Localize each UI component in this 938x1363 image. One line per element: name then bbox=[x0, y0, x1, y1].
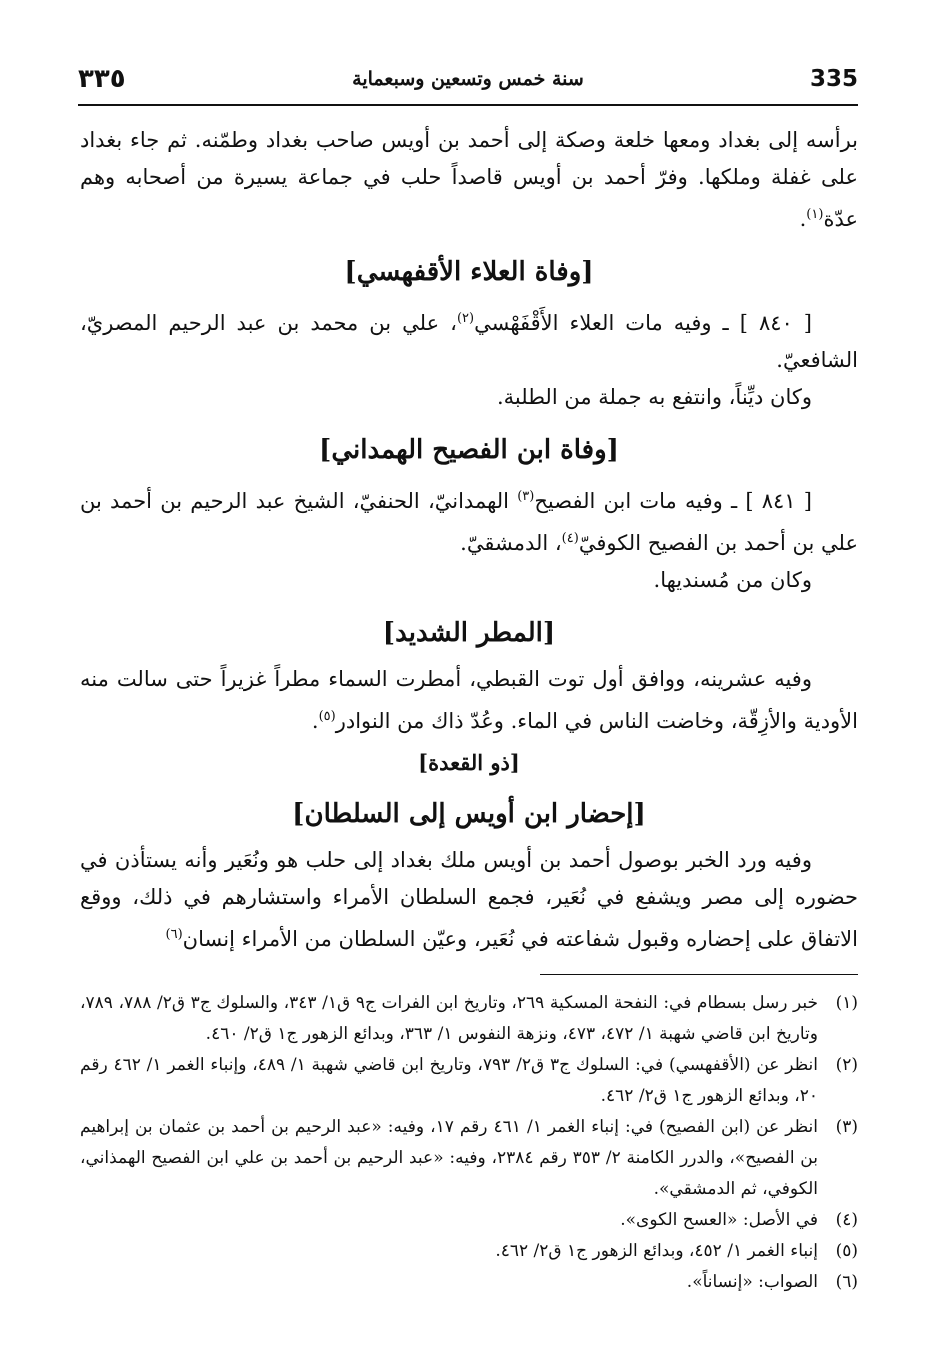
footnote-ref-1: (١) bbox=[806, 207, 824, 222]
footnotes bbox=[80, 988, 858, 1298]
month-heading: [ذو القعدة] bbox=[418, 750, 520, 775]
section-heading-alaa-death: [وفاة العلاء الأقفهسي] bbox=[344, 257, 594, 287]
footnote-separator bbox=[540, 974, 858, 975]
footnote-6: (٦) الصواب: «إنساناً». bbox=[686, 1272, 858, 1292]
footnote-ref-6: (٦) bbox=[165, 927, 183, 942]
entry-840: [ ٨٤٠ ] ـ وفيه مات العلاء الأَقْفَهْسي$^{(٢)}$، علي بن محمد بن عبد الرحيم المصريّ، الشافعيّ. bbox=[80, 311, 858, 372]
paragraph-ibn-uways: وفيه ورد الخبر بوصول أحمد بن أويس ملك بغداد إلى حلب هو ونُعَير وأنه يستأذن في حضوره إلى مصر ويشفع في نُعَير، فجمع السلطان الأمراء واستشارهم في ذلك، ووقع الاتفاق على إحضاره وقبول شفاعته في نُعَير، وعيّن السلطان من الأمراء إنسان$^{(٦)}$ bbox=[80, 848, 858, 951]
section-heading-ibn-uways: [إحضار ابن أويس إلى السلطان] bbox=[292, 799, 646, 829]
paragraph-fasih-note: وكان من مُسنديها. bbox=[653, 568, 812, 592]
footnote-ref-3: (٣) bbox=[517, 489, 535, 504]
entry-841: [ ٨٤١ ] ـ وفيه مات ابن الفصيح$^{(٣)}$ الهمدانيّ، الحنفيّ، الشيخ عبد الرحيم بن أحمد بن علي بن أحمد بن الفصيح الكوفيّ$^{(٤)}$، الدمشقيّ. bbox=[80, 489, 858, 555]
page-number-arabic: ٣٣٥ bbox=[78, 64, 126, 94]
footnote-5: (٥) إنباء الغمر ١/ ٤٥٢، وبدائع الزهور ج١ ق٢/ ٤٦٢. bbox=[495, 1241, 858, 1261]
running-title: سنة خمس وتسعين وسبعماية bbox=[352, 68, 584, 90]
paragraph-rain: وفيه عشرينه، ووافق أول توت القبطي، أمطرت السماء مطراً غزيراً حتى سالت منه الأودية والأزِقّة، وخاضت الناس في الماء. وعُدّ ذاك من النوادر$^{(٥)}$. bbox=[80, 667, 858, 733]
footnote-4: (٤) في الأصل: «العسح الكوى». bbox=[620, 1210, 858, 1230]
section-heading-heavy-rain: [المطر الشديد] bbox=[382, 618, 556, 648]
footnote-3: (٣) انظر عن (ابن الفصيح) في: إنباء الغمر ١/ ٤٦١ رقم ١٧، وفيه: «عبد الرحيم بن أحمد بن عثمان بن إبراهيم بن الفصيح»، والدرر الكامنة ٢/ ٣٥٣ رقم ٢٣٨٤، وفيه: «عبد الرحيم بن أحمد بن علي ابن الفصيح الهمذاني، الكوفي، ثم الدمشقي». bbox=[80, 1117, 858, 1199]
footnote-ref-4: (٤) bbox=[561, 531, 579, 546]
page-number-latin: 335 bbox=[809, 66, 858, 92]
paragraph-alaa-note: وكان ديِّناً، وانتفع به جملة من الطلبة. bbox=[496, 385, 812, 409]
page-header bbox=[78, 62, 858, 102]
section-heading-fasih-death: [وفاة ابن الفصيح الهمداني] bbox=[319, 435, 619, 465]
main-text bbox=[80, 122, 858, 958]
paragraph-1: برأسه إلى بغداد ومعها خلعة وصكة إلى أحمد بن أويس صاحب بغداد وطمّنه. ثم جاء بغداد على غفلة وملكها. وفرّ أحمد بن أويس قاصداً حلب في جماعة يسيرة من أصحابه وهم عدّة$^{(١)}$. bbox=[80, 128, 858, 231]
footnote-2: (٢) انظر عن (الأقفهسي) في: السلوك ج٣ ق٢/ ٧٩٣، وتاريخ ابن قاضي شهبة ١/ ٤٨٩، وإنباء الغمر ١/ ٤٦٢ رقم ٢٠، وبدائع الزهور ج١ ق٢/ ٤٦٢. bbox=[80, 1055, 858, 1106]
footnote-ref-2: (٢) bbox=[456, 311, 475, 326]
footnote-1: (١) خبر رسل بسطام في: النفحة المسكية ٢٦٩، وتاريخ ابن الفرات ج٩ ق١/ ٣٤٣، والسلوك ج٣ ق٢/ ٧٨٨، ٧٨٩، وتاريخ ابن قاضي شهبة ١/ ٤٧٢، ٤٧٣، ونزهة النفوس ١/ ٣٦٣، وبدائع الزهور ج١ ق٢/ ٤٦٠. bbox=[80, 993, 858, 1044]
footnote-ref-5: (٥) bbox=[318, 709, 336, 724]
header-rule bbox=[78, 104, 858, 106]
